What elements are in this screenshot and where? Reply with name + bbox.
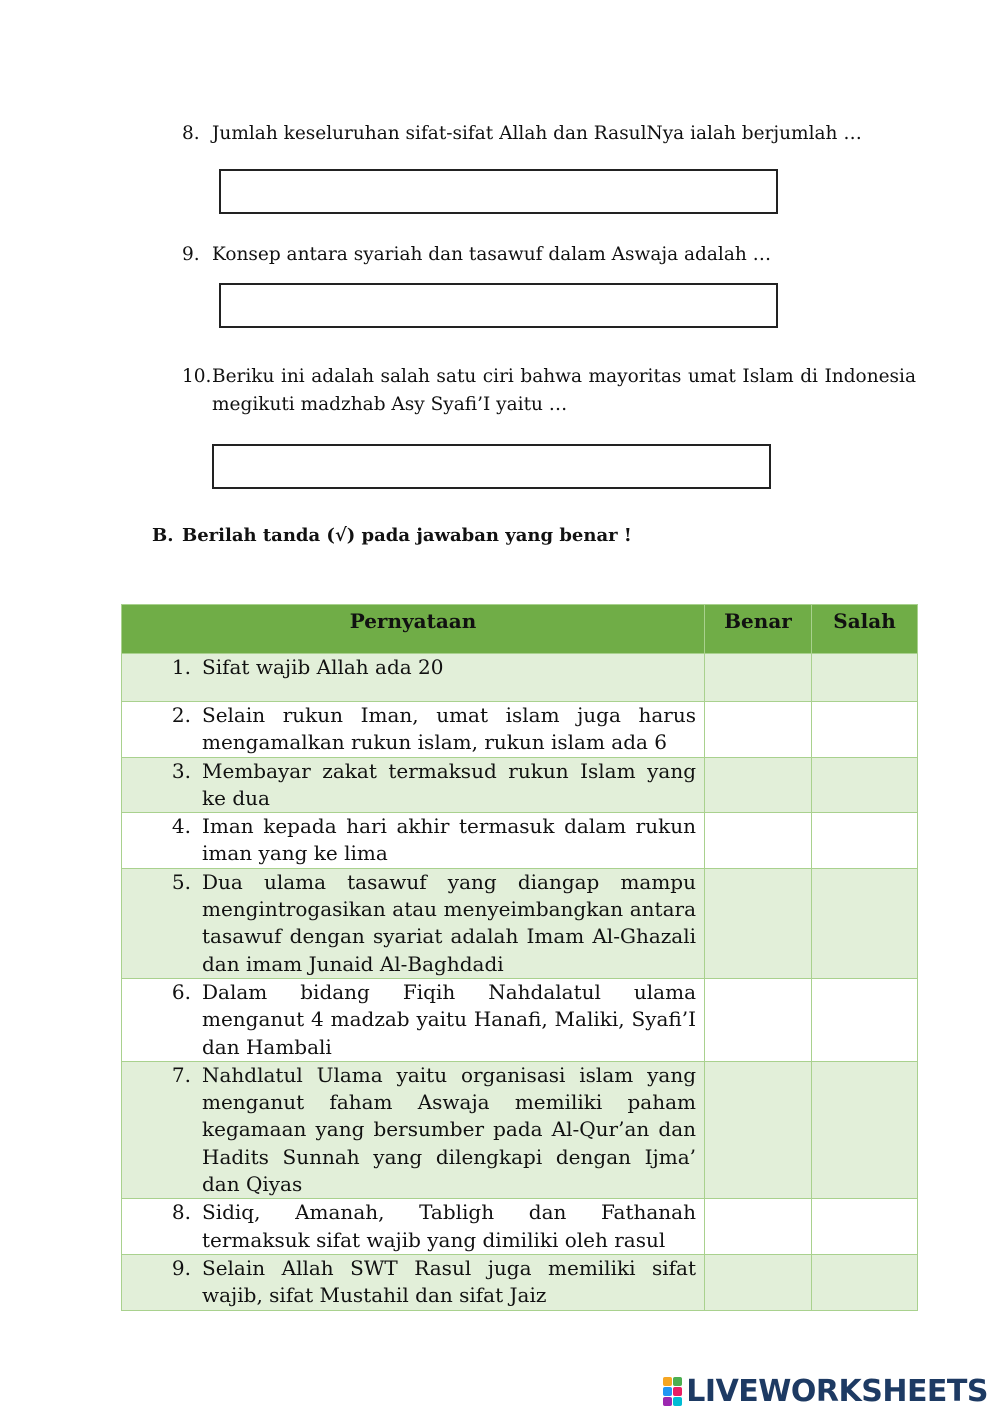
table-header-row xyxy=(122,605,918,654)
question-8 xyxy=(182,120,916,150)
row-text: Nahdlatul Ulama yaitu organisasi islam yang menganut faham Aswaja memiliki paham kegamaan yang bersumber pada Al-Qur’an dan Hadits Sunnah yang dilengkapi dengan Ijma’ dan Qiyas xyxy=(202,1062,696,1197)
answer-box-10[interactable] xyxy=(212,444,771,489)
row-number: 3. xyxy=(171,758,191,783)
benar-checkbox-9[interactable] xyxy=(705,1254,812,1310)
row-number: 9. xyxy=(171,1255,191,1280)
header-false: Salah xyxy=(812,605,918,654)
salah-checkbox-7[interactable] xyxy=(812,1061,918,1198)
statement-cell xyxy=(122,1199,705,1255)
question-10-text: Beriku ini adalah salah satu ciri bahwa mayoritas umat Islam di Indonesia megikuti madzhab Asy Syafi’I yaitu … xyxy=(212,366,916,415)
benar-checkbox-7[interactable] xyxy=(705,1061,812,1198)
statement-cell xyxy=(122,757,705,813)
true-false-table xyxy=(121,604,918,1311)
brand-name: LIVEWORKSHEETS xyxy=(686,1374,988,1409)
row-number: 2. xyxy=(171,703,191,727)
statement-cell xyxy=(122,978,705,1061)
salah-checkbox-6[interactable] xyxy=(812,978,918,1061)
benar-checkbox-5[interactable] xyxy=(705,868,812,978)
answer-box-8[interactable] xyxy=(219,169,778,214)
salah-checkbox-4[interactable] xyxy=(812,813,918,869)
row-text: Sidiq, Amanah, Tabligh dan Fathanah termaksuk sifat wajib yang dimiliki oleh rasul xyxy=(202,1200,696,1252)
benar-checkbox-2[interactable] xyxy=(705,702,812,758)
liveworksheets-brand xyxy=(663,1374,988,1409)
statement-cell xyxy=(122,702,705,758)
table-row xyxy=(122,813,918,869)
question-8-number: 8. xyxy=(182,123,200,144)
row-text: Dalam bidang Fiqih Nahdalatul ulama menganut 4 madzab yaitu Hanafi, Maliki, Syafi’I dan Hambali xyxy=(202,979,696,1059)
question-10-number: 10. xyxy=(182,366,212,387)
row-number: 8. xyxy=(171,1200,191,1225)
row-number: 4. xyxy=(171,814,191,839)
question-9-number: 9. xyxy=(182,244,200,265)
statement-cell xyxy=(122,868,705,978)
row-number: 5. xyxy=(171,869,191,894)
header-true: Benar xyxy=(705,605,812,654)
table-row xyxy=(122,1254,918,1310)
question-9-text: Konsep antara syariah dan tasawuf dalam Aswaja adalah … xyxy=(212,244,772,265)
statement-cell xyxy=(122,1254,705,1310)
row-number: 6. xyxy=(171,979,191,1004)
question-10 xyxy=(182,363,916,423)
row-number: 1. xyxy=(171,655,191,679)
benar-checkbox-1[interactable] xyxy=(705,654,812,702)
row-text: Membayar zakat termaksud rukun Islam yang ke dua xyxy=(202,758,696,810)
statement-cell xyxy=(122,1061,705,1198)
row-text: Iman kepada hari akhir termasuk dalam rukun iman yang ke lima xyxy=(202,814,696,866)
liveworksheets-logo-icon xyxy=(663,1377,682,1406)
row-text: Selain rukun Iman, umat islam juga harus mengamalkan rukun islam, rukun islam ada 6 xyxy=(202,703,696,755)
salah-checkbox-9[interactable] xyxy=(812,1254,918,1310)
benar-checkbox-6[interactable] xyxy=(705,978,812,1061)
row-text: Sifat wajib Allah ada 20 xyxy=(202,655,444,679)
statement-cell xyxy=(122,654,705,702)
section-b-heading xyxy=(152,525,632,546)
row-number: 7. xyxy=(171,1062,191,1087)
benar-checkbox-3[interactable] xyxy=(705,757,812,813)
statement-cell xyxy=(122,813,705,869)
salah-checkbox-2[interactable] xyxy=(812,702,918,758)
table-row xyxy=(122,868,918,978)
salah-checkbox-5[interactable] xyxy=(812,868,918,978)
table-row xyxy=(122,1199,918,1255)
section-b-letter: B. xyxy=(152,525,174,546)
salah-checkbox-3[interactable] xyxy=(812,757,918,813)
question-8-text: Jumlah keseluruhan sifat-sifat Allah dan RasulNya ialah berjumlah … xyxy=(212,123,862,144)
table-row xyxy=(122,654,918,702)
answer-box-9[interactable] xyxy=(219,283,778,328)
salah-checkbox-1[interactable] xyxy=(812,654,918,702)
section-b-instruction: Berilah tanda (√) pada jawaban yang benar ! xyxy=(182,525,632,546)
row-text: Dua ulama tasawuf yang diangap mampu mengintrogasikan atau menyeimbangkan antara tasawuf dengan syariat adalah Imam Al-Ghazali dan imam Junaid Al-Baghdadi xyxy=(202,869,696,976)
header-statement: Pernyataan xyxy=(122,605,705,654)
benar-checkbox-4[interactable] xyxy=(705,813,812,869)
table-row xyxy=(122,757,918,813)
table-row xyxy=(122,978,918,1061)
benar-checkbox-8[interactable] xyxy=(705,1199,812,1255)
question-9 xyxy=(182,241,916,271)
salah-checkbox-8[interactable] xyxy=(812,1199,918,1255)
table-row xyxy=(122,702,918,758)
row-text: Selain Allah SWT Rasul juga memiliki sifat wajib, sifat Mustahil dan sifat Jaiz xyxy=(202,1255,696,1308)
table-row xyxy=(122,1061,918,1198)
